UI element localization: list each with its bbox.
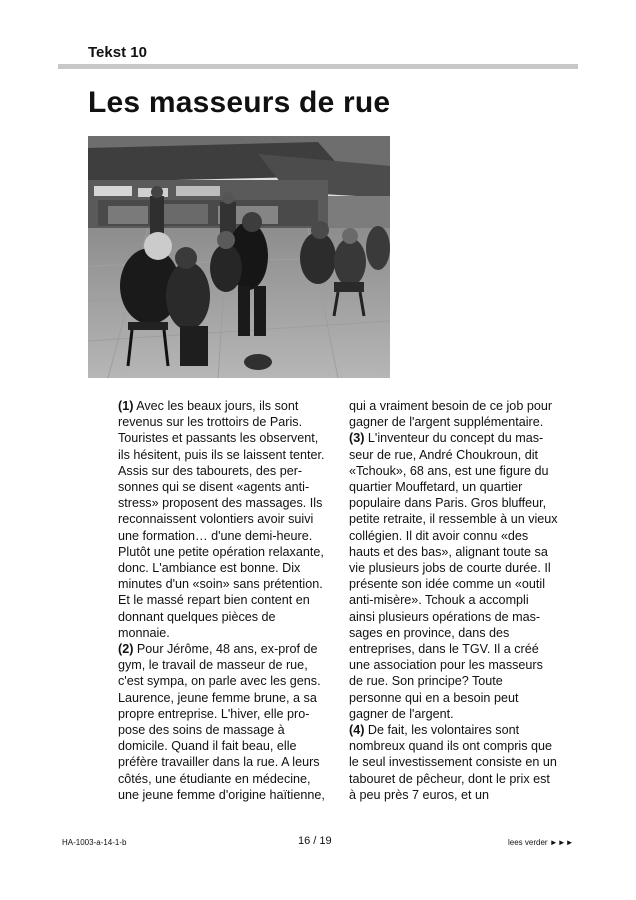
text-line: petite retraite, il ressemble à un vieux bbox=[349, 512, 558, 527]
text-line: une association pour les masseurs bbox=[349, 658, 543, 673]
text-line: une jeune femme d'origine haïtienne, bbox=[118, 787, 325, 802]
text-line: le seul investissement consiste en un bbox=[349, 755, 557, 770]
text-line: reconnaissent volontiers avoir suivi bbox=[118, 512, 314, 527]
text-line: sonnes qui se disent «agents anti- bbox=[118, 480, 310, 495]
text-line: gagner de l'argent. bbox=[349, 706, 454, 721]
text-line: pose des soins de massage à bbox=[118, 723, 285, 738]
text-line: donnant quelques pièces de bbox=[118, 609, 276, 624]
text-line: revenus sur les trottoirs de Paris. bbox=[118, 415, 303, 430]
text-line: Et le massé repart bien content en bbox=[118, 593, 310, 608]
text-line: gym, le travail de masseur de rue, bbox=[118, 658, 308, 673]
text-line: Plutôt une petite opération relaxante, bbox=[118, 544, 324, 559]
text-line: populaire dans Paris. Gros bluffeur, bbox=[349, 496, 547, 511]
text-line: nombreux quand ils ont compris que bbox=[349, 739, 553, 754]
text-line: (4) De fait, les volontaires sont bbox=[349, 723, 520, 738]
text-line: sages en province, dans des bbox=[349, 625, 510, 640]
text-line: entreprises, dans le TGV. Il a créé bbox=[349, 642, 539, 657]
text-line: gagner de l'argent supplémentaire. bbox=[349, 415, 544, 430]
paragraph-number: (2) bbox=[118, 642, 134, 657]
text-line: Laurence, jeune femme brune, a sa bbox=[118, 690, 317, 705]
text-line: (3) L'inventeur du concept du mas- bbox=[349, 431, 544, 446]
text-line: stress» proposent des massages. Ils bbox=[118, 496, 323, 511]
text-line: présente son idée comme un «outil bbox=[349, 577, 546, 592]
continue-indicator: lees verder ►►► bbox=[508, 838, 574, 847]
article-column-left bbox=[118, 398, 330, 803]
text-line: propre entreprise. L'hiver, elle pro- bbox=[118, 706, 310, 721]
text-line: seur de rue, André Choukroun, dit bbox=[349, 447, 539, 462]
paragraph-number: (4) bbox=[349, 723, 365, 738]
text-line: Touristes et passants les observent, bbox=[118, 431, 319, 446]
text-line: «Tchouk», 68 ans, est une figure du bbox=[349, 463, 549, 478]
paragraph-number: (3) bbox=[349, 431, 365, 446]
text-line: tabouret de pêcheur, dont le prix est bbox=[349, 771, 550, 786]
text-line: monnaie. bbox=[118, 625, 170, 640]
text-line: domicile. Quand il fait beau, elle bbox=[118, 739, 297, 754]
text-line: de rue. Son principe? Toute bbox=[349, 674, 503, 689]
text-line: à peu près 7 euros, et un bbox=[349, 787, 490, 802]
text-line: côtés, une étudiante en médecine, bbox=[118, 771, 311, 786]
text-line: ils hésitent, puis ils se laissent tenter. bbox=[118, 447, 325, 462]
text-line: préfère travailler dans la rue. A leurs bbox=[118, 755, 320, 770]
article-title: Les masseurs de rue bbox=[88, 86, 391, 119]
page-number: 16 / 19 bbox=[298, 835, 332, 847]
text-line: minutes d'un «soin» sans prétention. bbox=[118, 577, 323, 592]
exam-code: HA-1003-a-14-1-b bbox=[62, 838, 127, 847]
text-line: hauts et des bas», alignant toute sa bbox=[349, 544, 548, 559]
text-line: donc. L'ambiance est bonne. Dix bbox=[118, 561, 301, 576]
text-line: Assis sur des tabourets, des per- bbox=[118, 463, 303, 478]
text-line: ainsi plusieurs opérations de mas- bbox=[349, 609, 541, 624]
text-line: personne qui en a besoin peut bbox=[349, 690, 519, 705]
text-number-label: Tekst 10 bbox=[88, 44, 147, 61]
text-line: (2) Pour Jérôme, 48 ans, ex-prof de bbox=[118, 642, 318, 657]
text-line: (1) Avec les beaux jours, ils sont bbox=[118, 399, 299, 413]
article-column-right bbox=[349, 398, 561, 803]
text-line: qui a vraiment besoin de ce job pour bbox=[349, 399, 553, 413]
text-line: une formation… d'une demi-heure. bbox=[118, 528, 313, 543]
text-line: collégien. Il dit avoir connu «des bbox=[349, 528, 529, 543]
header-divider bbox=[58, 64, 578, 69]
text-line: quartier Mouffetard, un quartier bbox=[349, 480, 523, 495]
paragraph-number: (1) bbox=[118, 399, 134, 413]
text-line: anti-misère». Tchouk a accompli bbox=[349, 593, 529, 608]
text-line: vie plusieurs jobs de courte durée. Il bbox=[349, 561, 551, 576]
text-line: c'est sympa, on parle avec les gens. bbox=[118, 674, 321, 689]
street-massage-photo bbox=[88, 136, 390, 378]
